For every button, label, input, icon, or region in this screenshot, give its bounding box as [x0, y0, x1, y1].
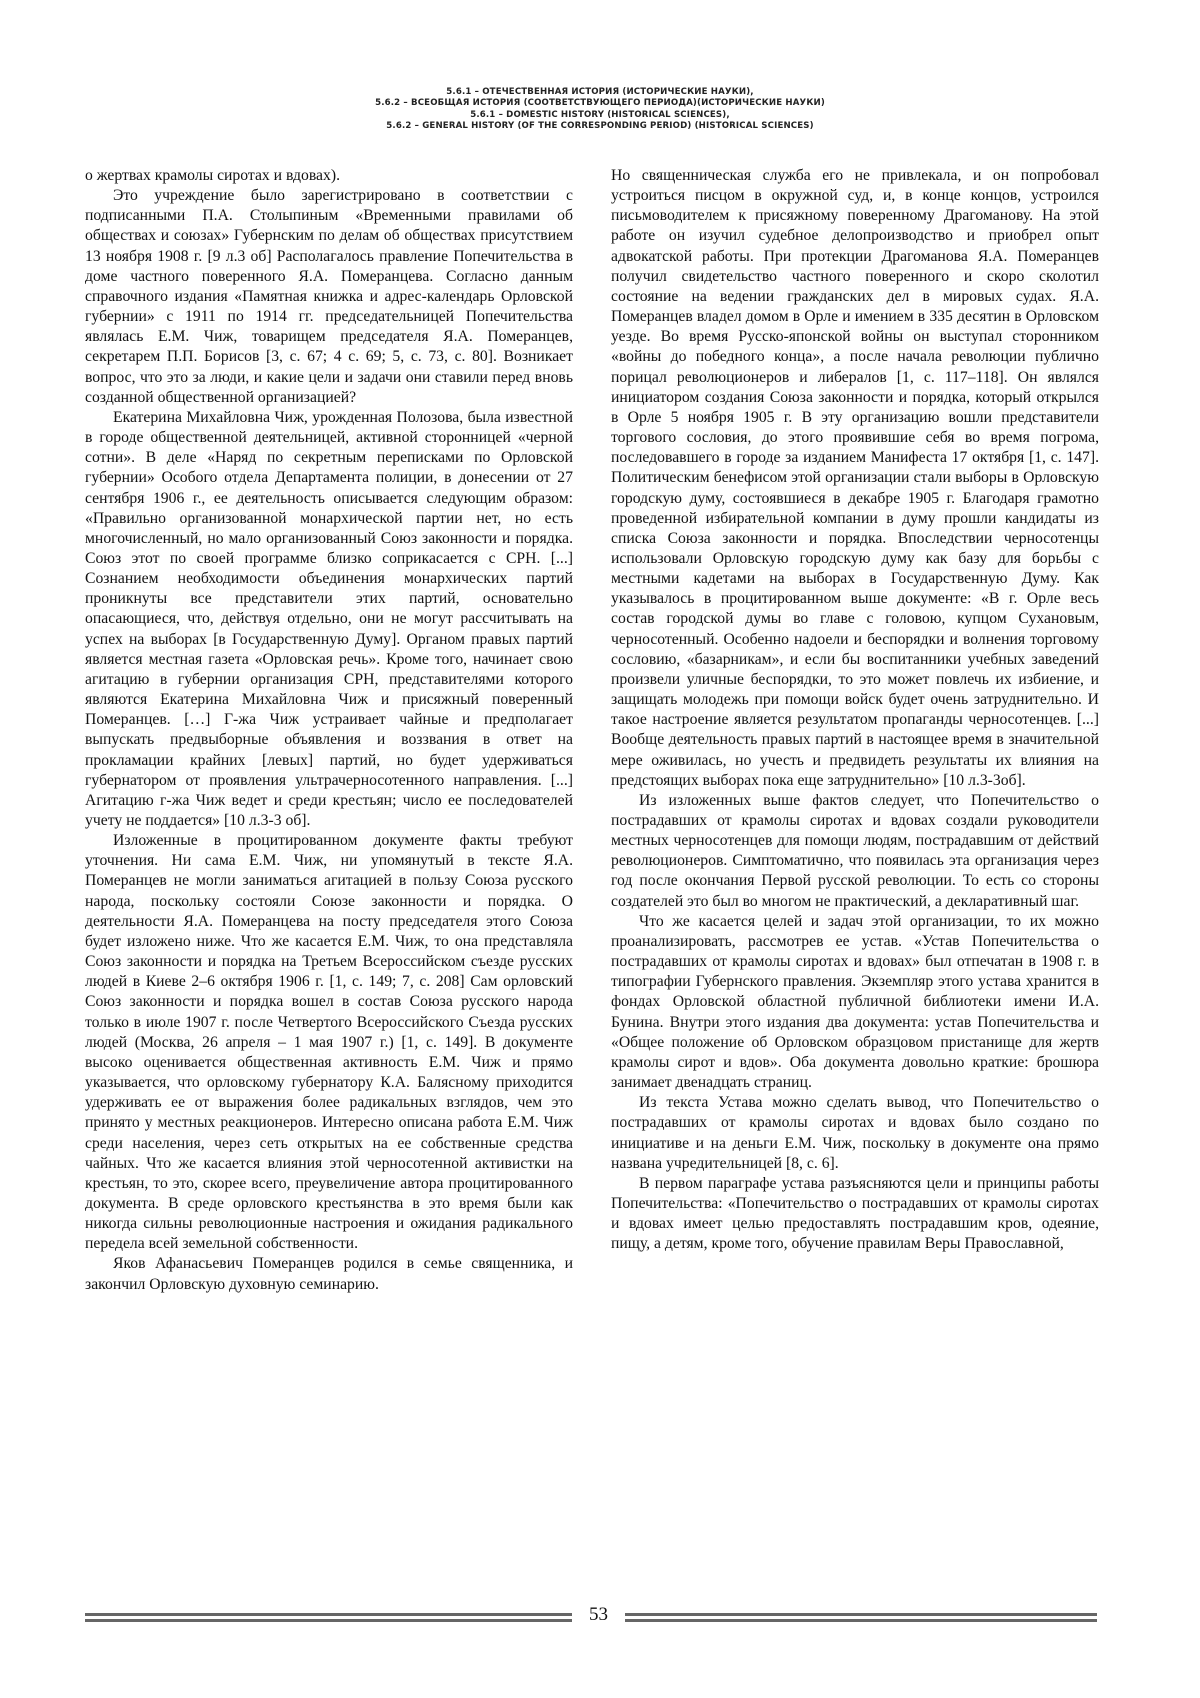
paragraph: Екатерина Михайловна Чиж, урожденная Полозова, была известной в городе общественной деятельницей, активной сторонницей «черной сотни». В деле «Наряд по секретным переписками по Орловской губернии» Особого отдела Департамента полиции, в донесении от 27 сентября 1906 г., ее деятельность описывается следующим образом: «Правильно организованной монархической партии нет, но есть многочисленный, но мало организованный Союз законности и порядка. Союз этот по своей программе близко соприкасается с СРН. [...] Сознанием необходимости объединения монархических партий проникнуты все представители этих партий, основательно опасающиеся, что, действуя отдельно, они не могут рассчитывать на успех на выборах [в Государственную Думу]. Органом правых партий является местная газета «Орловская речь». Кроме того, начинает свою агитацию в губернии организация СРН, представителями которого являются Екатерина Михайловна Чиж и присяжный поверенный Померанцев. […] Г-жа Чиж устраивает чайные и предполагает выпускать предвыборные объявления и воззвания в ответ на прокламации крайних [левых] партий, но будет удерживаться губернатором от проявления ультрачерносотенного направления. [...] Агитацию г-жа Чиж ведет и среди крестьян; число ее последователей учету не поддается» [10 л.3-3 об]. [85, 408, 573, 829]
paragraph: Но священническая служба его не привлекала, и он попробовал устроиться писцом в окружной суд, и, в конце концов, устроился письмоводителем к присяжному поверенному Драгоманову. На этой работе он изучил судебное делопроизводство и приобрел опыт адвокатской работы. При протекции Драгоманова Я.А. Померанцев получил свидетельство частного поверенного и скоро сколотил состояние на ведении гражданских дел в мировых судах. Я.А. Померанцев владел домом в Орле и имением в 335 десятин в Орловском уезде. Во время Русско-японской войны он выступал сторонником «войны до победного конца», а после начала революции публично порицал революционеров и либералов [1, с. 117–118]. Он являлся инициатором создания Союза законности и порядка, который открылся в Орле 5 ноября 1905 г. В эту организацию вошли представители торгового сословия, до этого проявившие себя во время погрома, последовавшего в городе за изданием Манифеста 17 октября [1, с. 147]. Политическим бенефисом этой организации стали выборы в Орловскую городскую думу, состоявшиеся в декабре 1905 г. Благодаря грамотно проведенной избирательной компании в думу прошли кандидаты из списка Союза законности и порядка. Впоследствии черносотенцы использовали Орловскую городскую думу как базу для борьбы с местными кадетами на выборах в Государственную Думу. Как указывалось в процитированном выше документе: «В г. Орле весь состав городской думы во главе с головою, купцом Сухановым, черносотенный. Особенно надоели и беспорядки и волнения торговому сословию, «базарникам», и если бы воспитанники учебных заведений произвели уличные беспорядки, то это может повлечь их избиение, и защищать молодежь при помощи войск будет очень затруднительно. И такое настроение является результатом пропаганды черносотенцев. [...] Вообще деятельность правых партий в настоящее время в значительной мере оживилась, но учесть и предвидеть результаты их влияния на предстоящих выборах пока еще затруднительно» [10 л.3-3об]. [611, 167, 1099, 789]
footer-rule-right [625, 1613, 1097, 1622]
paragraph: Из изложенных выше фактов следует, что Попечительство о пострадавших от крамолы сиротах и вдовах создали руководители местных черносотенцев для помощи людям, пострадавшим от действий революционеров. Симптоматично, что появилась эта организация через год после окончания Первой русской революции. То есть со стороны создателей это был во многом не практический, а декларативный шаг. [611, 791, 1099, 910]
paragraph: о жертвах крамолы сиротах и вдовах). [85, 167, 340, 184]
right-column [611, 166, 1099, 1254]
paragraph: В первом параграфе устава разъясняются цели и принципы работы Попечительства: «Попечительство о пострадавших от крамолы сиротах и вдовах имеет целью предоставлять пострадавшим кров, одеяние, пищу, а детям, кроме того, обучение правилам Веры Православной, [611, 1174, 1099, 1253]
running-header [0, 87, 1200, 133]
page-number: 53 [589, 1604, 608, 1625]
header-line-4: 5.6.2 – GENERAL HISTORY (OF THE CORRESPONDING PERIOD) (HISTORICAL SCIENCES) [386, 121, 814, 132]
header-line-2: 5.6.2 – ВСЕОБЩАЯ ИСТОРИЯ (СООТВЕТСТВУЮЩЕГО ПЕРИОДА)(ИСТОРИЧЕСКИЕ НАУКИ) [375, 98, 825, 109]
paragraph: Это учреждение было зарегистрировано в соответствии с подписанными П.А. Столыпиным «Временными правилами об обществах и союзах» Губернским по делам об обществах присутствием 13 ноября 1908 г. [9 л.3 об] Располагалось правление Попечительства в доме частного поверенного Я.А. Померанцева. Согласно данным справочного издания «Памятная книжка и адрес-календарь Орловской губернии» с 1911 по 1914 гг. председательницей Попечительства являлась Е.М. Чиж, товарищем председателя Я.А. Померанцев, секретарем П.П. Борисов [3, с. 67; 4 с. 69; 5, с. 73, с. 80]. Возникает вопрос, что это за люди, и какие цели и задачи они ставили перед вновь созданной общественной организацией? [85, 187, 573, 406]
header-line-3: 5.6.1 – DOMESTIC HISTORY (HISTORICAL SCIENCES), [470, 109, 730, 120]
header-line-1: 5.6.1 – ОТЕЧЕСТВЕННАЯ ИСТОРИЯ (ИСТОРИЧЕСКИЕ НАУКИ), [446, 87, 754, 97]
footer-rule-left [85, 1613, 572, 1622]
paragraph: Изложенные в процитированном документе факты требуют уточнения. Ни сама Е.М. Чиж, ни упомянутый в тексте Я.А. Померанцев не могли заниматься агитацией в пользу Союза русского народа, поскольку состояли Союзе законности и порядка. О деятельности Я.А. Померанцева на посту председателя этого Союза будет изложено ниже. Что же касается Е.М. Чиж, то она представляла Союз законности и порядка на Третьем Всероссийском съезде русских людей в Киеве 2–6 октября 1906 г. [1, с. 149; 7, с. 208] Сам орловский Союз законности и порядка вошел в состав Союза русского народа только в июле 1907 г. после Четвертого Всероссийского Съезда русских людей (Москва, 26 апреля – 1 мая 1907 г.) [1, с. 149]. В документе высоко оценивается общественная активность Е.М. Чиж и прямо указывается, что орловскому губернатору К.А. Балясному приходится удерживать ее от выражения более радикальных взглядов, чем это принято у местных реакционеров. Интересно описана работа Е.М. Чиж среди населения, через сеть открытых на ее собственные средства чайных. Что же касается влияния этой черносотенной активистки на крестьян, то это, скорее всего, преувеличение автора процитированного документа. В среде орловского крестьянства в это время были как никогда сильны революционные настроения и ожидания радикального передела всей земельной собственности. [85, 832, 573, 1253]
paragraph: Из текста Устава можно сделать вывод, что Попечительство о пострадавших от крамолы сиротах и вдовах было создано по инициативе и на деньги Е.М. Чиж, поскольку в документе она прямо названа учредительницей [8, с. 6]. [611, 1094, 1099, 1172]
left-column [85, 166, 573, 1295]
paragraph: Яков Афанасьевич Померанцев родился в семье священника, и закончил Орловскую духовную семинарию. [85, 1255, 573, 1293]
paragraph: Что же касается целей и задач этой организации, то их можно проанализировать, рассмотрев ее устав. «Устав Попечительства о пострадавших от крамолы сиротах и вдовах» был отпечатан в 1908 г. в типографии Губернского правления. Экземпляр этого устава хранится в фондах Орловской областной публичной библиотеки имени И.А. Бунина. Внутри этого издания два документа: устав Попечительства и «Общее положение об Орловском образцовом пристанище для жертв крамолы сирот и вдов». Оба документа довольно краткие: брошюра занимает двенадцать страниц. [611, 912, 1099, 1092]
